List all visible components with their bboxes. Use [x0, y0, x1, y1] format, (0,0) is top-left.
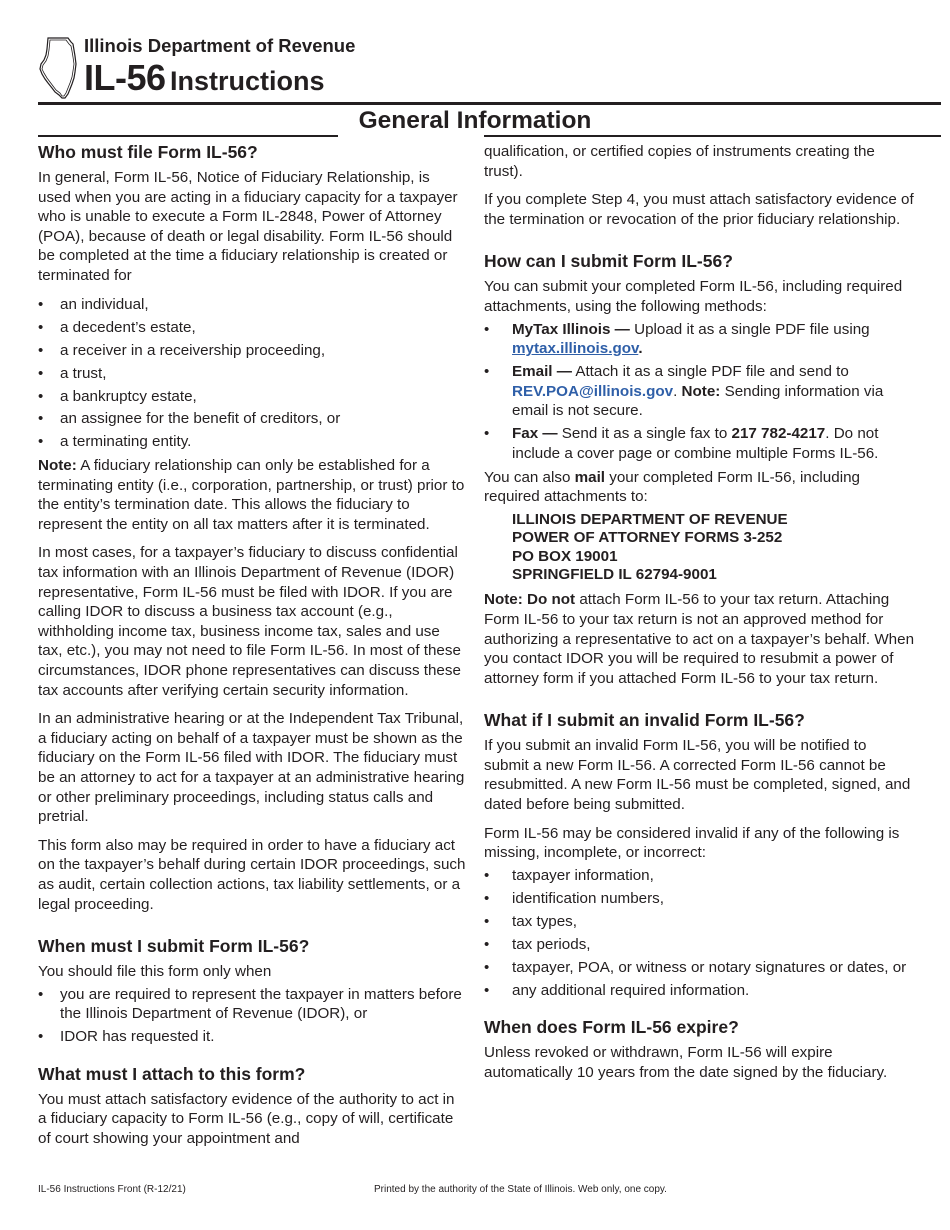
- when-list: [38, 985, 466, 1047]
- list-item: • identification numbers,: [484, 889, 914, 909]
- list-item: • IDOR has requested it.: [38, 1027, 466, 1047]
- invalid-list: [484, 866, 914, 1001]
- most-cases-paragraph: In most cases, for a taxpayer’s fiduciary to discuss confidential tax information with an Illinois Department of Revenue (IDOR) representative, Form IL-56 must be filed with IDOR. If you are calling IDOR to discuss a business tax account (e.g., withholding income tax, business income tax, sales and use tax, etc.), you may not need to file Form IL-56. In most of these circumstances, IDOR phone representatives can discuss these tax accounts after verifying certain security information.: [38, 544, 461, 699]
- header-rule: [38, 102, 941, 105]
- email-link[interactable]: REV.POA@illinois.gov: [512, 382, 674, 400]
- note-do-not-paragraph: Note: Do not attach Form IL-56 to your tax return. Attaching Form IL-56 to your tax return is not an approved method for authorizing a representative to act on a taxpayer’s behalf. When you contact IDOR you will be required to resubmit a power of attorney form if you attached Form IL-56 to your tax return.: [484, 591, 915, 687]
- list-item: • a terminating entity.: [38, 432, 466, 452]
- heading-who-must-file: Who must file Form IL-56?: [38, 142, 258, 162]
- heading-invalid: What if I submit an invalid Form IL-56?: [484, 710, 805, 731]
- footer-printed-by: Printed by the authority of the State of Illinois. Web only, one copy.: [374, 1184, 667, 1195]
- list-item: • any additional required information.: [484, 981, 914, 1001]
- list-item: • an assignee for the benefit of creditors, or: [38, 409, 466, 429]
- mail-paragraph: You can also mail your completed Form IL-56, including required attachments to:: [484, 468, 860, 506]
- expire-paragraph: Unless revoked or withdrawn, Form IL-56 will expire automatically 10 years from the date signed by the fiduciary.: [484, 1044, 888, 1081]
- fax-number: 217 782-4217: [731, 425, 826, 443]
- how-paragraph: You can submit your completed Form IL-56, including required attachments, using the following methods:: [484, 278, 903, 315]
- list-item: • a bankruptcy estate,: [38, 387, 466, 407]
- mytax-link[interactable]: mytax.illinois.gov: [512, 340, 639, 358]
- list-item-mytax: • MyTax Illinois — Upload it as a single PDF file using mytax.illinois.gov.: [484, 320, 914, 359]
- section-rule-left: [38, 135, 338, 137]
- also-paragraph: This form also may be required in order to have a fiduciary act on the taxpayer’s behalf during certain IDOR proceedings, such as audit, certain collection actions, tax liability settlements, or a legal proceeding.: [38, 836, 466, 913]
- list-item: • an individual,: [38, 295, 466, 315]
- continued-paragraph: qualification, or certified copies of instruments creating the trust).: [484, 143, 875, 180]
- list-item: • a decedent’s estate,: [38, 318, 466, 338]
- who-paragraph: In general, Form IL-56, Notice of Fiduciary Relationship, is used when you are acting in a fiduciary capacity for a taxpayer who is unable to execute a Form IL-2848, Power of Attorney (POA), because of death or legal disability. Form IL-56 should be completed at the time a fiduciary relationship is created or terminated for: [38, 169, 458, 284]
- heading-what-attach: What must I attach to this form?: [38, 1063, 306, 1084]
- note-text: A fiduciary relationship can only be established for a terminating entity (i.e., corporation, partnership, or trust) prior to the entity’s termination date. This allows the fiduciary to represent the entity on all tax matters after it is terminated.: [38, 457, 465, 533]
- illinois-state-outline-icon: [38, 36, 78, 100]
- list-item: • taxpayer information,: [484, 866, 914, 886]
- left-column: [38, 141, 466, 1158]
- list-item: • you are required to represent the taxpayer in matters before the Illinois Department of Revenue (IDOR), or: [38, 985, 466, 1024]
- list-item: • a receiver in a receivership proceeding,: [38, 341, 466, 361]
- list-item-fax: • Fax — Send it as a single fax to 217 782-4217. Do not include a cover page or combine multiple Forms IL-56.: [484, 424, 914, 463]
- note-label: Note:: [38, 457, 77, 475]
- list-item: • taxpayer, POA, or witness or notary signatures or dates, or: [484, 958, 914, 978]
- step4-paragraph: If you complete Step 4, you must attach satisfactory evidence of the termination or revocation of the prior fiduciary relationship.: [484, 191, 914, 228]
- list-item-email: • Email — Attach it as a single PDF file and send to REV.POA@illinois.gov. Note: Sending information via email is not secure.: [484, 362, 914, 421]
- form-number: IL-56: [84, 57, 166, 98]
- page-header: [38, 34, 943, 104]
- note-paragraph: [38, 456, 466, 534]
- who-list: [38, 295, 466, 453]
- when-paragraph: You should file this form only when: [38, 963, 272, 981]
- invalid-paragraph: If you submit an invalid Form IL-56, you will be notified to submit a new Form IL-56. A corrected Form IL-56 cannot be resubmitted. A new Form IL-56 must be completed, signed, and dated before being submitted.: [484, 737, 911, 814]
- form-title-word: Instructions: [169, 66, 325, 96]
- heading-how-submit: How can I submit Form IL-56?: [484, 251, 733, 272]
- invalid-paragraph-2: Form IL-56 may be considered invalid if any of the following is missing, incomplete, or incorrect:: [484, 824, 900, 862]
- right-column: [484, 142, 914, 1092]
- section-title: General Information: [358, 107, 592, 134]
- heading-expire: When does Form IL-56 expire?: [484, 1017, 739, 1038]
- list-item: • a trust,: [38, 364, 466, 384]
- list-item: • tax types,: [484, 912, 914, 932]
- list-item: • tax periods,: [484, 935, 914, 955]
- agency-name: Illinois Department of Revenue: [84, 35, 356, 56]
- hearing-paragraph: In an administrative hearing or at the Independent Tax Tribunal, a fiduciary acting on behalf of a taxpayer must be shown as the fiduciary on the Form IL-56 filed with IDOR. The fiduciary must be an attorney to act for a taxpayer at an administrative hearing or other preliminary proceedings, including status calls and pretrial.: [38, 710, 465, 826]
- footer-form-id: IL-56 Instructions Front (R-12/21): [38, 1184, 186, 1195]
- attach-paragraph: You must attach satisfactory evidence of the authority to act in a fiduciary capacity to Form IL-56 (e.g., copy of will, certificate of court showing your appointment and: [38, 1090, 455, 1148]
- heading-when-submit: When must I submit Form IL-56?: [38, 936, 310, 957]
- section-rule-right: [484, 135, 941, 137]
- submit-methods-list: [484, 320, 914, 464]
- mailing-address: ILLINOIS DEPARTMENT OF REVENUE POWER OF ATTORNEY FORMS 3-252 PO BOX 19001 SPRINGFIELD IL 62794-9001: [512, 510, 788, 583]
- form-title: [84, 57, 325, 99]
